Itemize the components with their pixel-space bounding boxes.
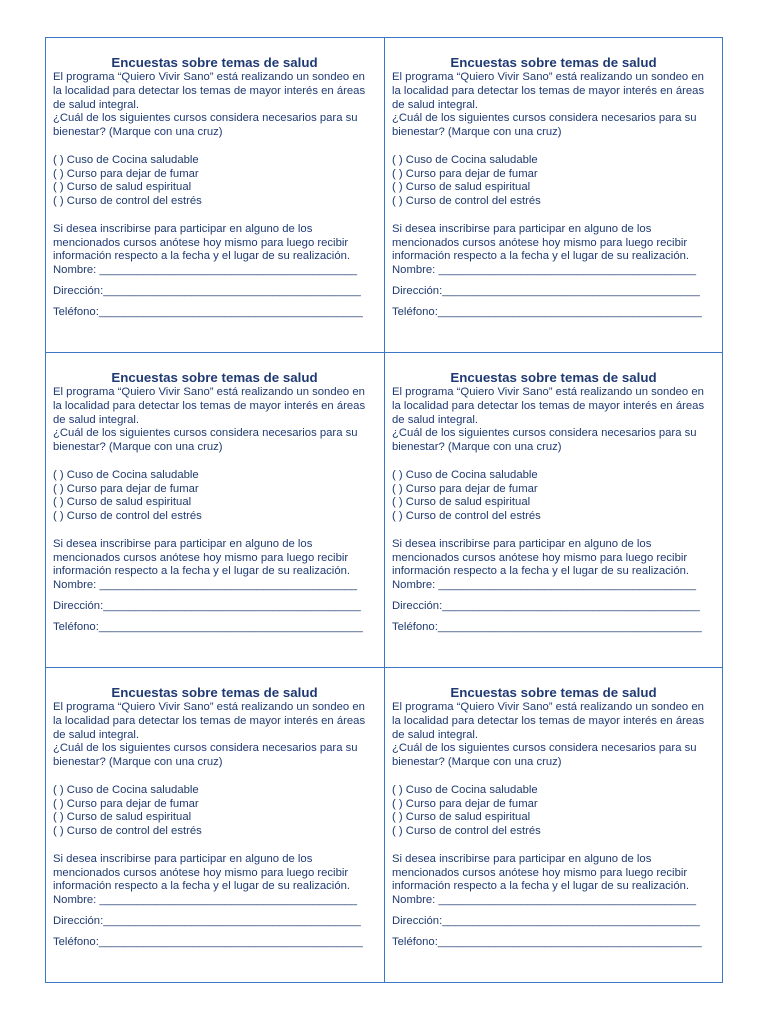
- phone-field[interactable]: Teléfono:__________________________________________: [392, 620, 702, 633]
- option-cooking[interactable]: ( ) Cuso de Cocina saludable: [392, 153, 538, 166]
- option-quit-smoking[interactable]: ( ) Curso para dejar de fumar: [53, 167, 199, 180]
- option-stress-control[interactable]: ( ) Curso de control del estrés: [53, 195, 202, 208]
- card-invite: Si desea inscribirse para participar en alguno de los mencionados cursos anótese hoy mismo para luego recibir información respecto a la fecha y el lugar de su realización.: [53, 222, 351, 263]
- option-cooking[interactable]: ( ) Cuso de Cocina saludable: [53, 783, 199, 796]
- card-intro: El programa “Quiero Vivir Sano” está realizando un sondeo en la localidad para detectar los temas de mayor interés en áreas de salud integral.: [392, 71, 705, 111]
- option-quit-smoking[interactable]: ( ) Curso para dejar de fumar: [53, 482, 199, 495]
- name-field[interactable]: Nombre: _________________________________________: [53, 579, 358, 592]
- name-field[interactable]: Nombre: _________________________________________: [392, 264, 697, 277]
- course-options: [392, 154, 715, 209]
- phone-field[interactable]: Teléfono:__________________________________________: [53, 305, 363, 318]
- card-invite: Si desea inscribirse para participar en alguno de los mencionados cursos anótese hoy mismo para luego recibir información respecto a la fecha y el lugar de su realización.: [392, 852, 690, 893]
- option-spiritual-health[interactable]: ( ) Curso de salud espiritual: [392, 811, 531, 824]
- card-invite: Si desea inscribirse para participar en alguno de los mencionados cursos anótese hoy mismo para luego recibir información respecto a la fecha y el lugar de su realización.: [53, 537, 351, 578]
- card-intro: El programa “Quiero Vivir Sano” está realizando un sondeo en la localidad para detectar los temas de mayor interés en áreas de salud integral.: [53, 71, 366, 111]
- option-cooking[interactable]: ( ) Cuso de Cocina saludable: [53, 468, 199, 481]
- card-intro: El programa “Quiero Vivir Sano” está realizando un sondeo en la localidad para detectar los temas de mayor interés en áreas de salud integral.: [53, 701, 366, 741]
- phone-field[interactable]: Teléfono:__________________________________________: [53, 935, 363, 948]
- card-title: Encuestas sobre temas de salud: [450, 55, 657, 70]
- option-spiritual-health[interactable]: ( ) Curso de salud espiritual: [53, 811, 192, 824]
- course-options: [392, 469, 715, 524]
- card-intro: El programa “Quiero Vivir Sano” está realizando un sondeo en la localidad para detectar los temas de mayor interés en áreas de salud integral.: [53, 386, 366, 426]
- card-question: ¿Cuál de los siguientes cursos considera necesarios para su bienestar? (Marque con una cruz): [53, 427, 358, 454]
- phone-field[interactable]: Teléfono:__________________________________________: [392, 305, 702, 318]
- phone-field[interactable]: Teléfono:__________________________________________: [53, 620, 363, 633]
- address-field[interactable]: Dirección:_________________________________________: [53, 284, 361, 297]
- course-options: [53, 784, 376, 839]
- option-cooking[interactable]: ( ) Cuso de Cocina saludable: [392, 468, 538, 481]
- address-field[interactable]: Dirección:_________________________________________: [392, 914, 700, 927]
- card-question: ¿Cuál de los siguientes cursos considera necesarios para su bienestar? (Marque con una cruz): [392, 742, 697, 769]
- survey-card-2: [385, 38, 723, 353]
- phone-field[interactable]: Teléfono:__________________________________________: [392, 935, 702, 948]
- address-field[interactable]: Dirección:_________________________________________: [392, 599, 700, 612]
- option-stress-control[interactable]: ( ) Curso de control del estrés: [392, 825, 541, 838]
- survey-card-3: [46, 353, 385, 668]
- name-field[interactable]: Nombre: _________________________________________: [53, 894, 358, 907]
- course-options: [392, 784, 715, 839]
- name-field[interactable]: Nombre: _________________________________________: [392, 579, 697, 592]
- option-quit-smoking[interactable]: ( ) Curso para dejar de fumar: [53, 797, 199, 810]
- card-title: Encuestas sobre temas de salud: [111, 370, 318, 385]
- address-field[interactable]: Dirección:_________________________________________: [392, 284, 700, 297]
- card-invite: Si desea inscribirse para participar en alguno de los mencionados cursos anótese hoy mismo para luego recibir información respecto a la fecha y el lugar de su realización.: [53, 852, 351, 893]
- option-cooking[interactable]: ( ) Cuso de Cocina saludable: [53, 153, 199, 166]
- card-title: Encuestas sobre temas de salud: [111, 685, 318, 700]
- card-question: ¿Cuál de los siguientes cursos considera necesarios para su bienestar? (Marque con una cruz): [53, 112, 358, 139]
- card-question: ¿Cuál de los siguientes cursos considera necesarios para su bienestar? (Marque con una cruz): [53, 742, 358, 769]
- course-options: [53, 469, 376, 524]
- name-field[interactable]: Nombre: _________________________________________: [53, 264, 358, 277]
- option-stress-control[interactable]: ( ) Curso de control del estrés: [392, 510, 541, 523]
- option-stress-control[interactable]: ( ) Curso de control del estrés: [392, 195, 541, 208]
- survey-sheet: [45, 37, 723, 983]
- option-quit-smoking[interactable]: ( ) Curso para dejar de fumar: [392, 167, 538, 180]
- card-intro: El programa “Quiero Vivir Sano” está realizando un sondeo en la localidad para detectar los temas de mayor interés en áreas de salud integral.: [392, 701, 705, 741]
- card-invite: Si desea inscribirse para participar en alguno de los mencionados cursos anótese hoy mismo para luego recibir información respecto a la fecha y el lugar de su realización.: [392, 222, 690, 263]
- option-spiritual-health[interactable]: ( ) Curso de salud espiritual: [53, 496, 192, 509]
- option-spiritual-health[interactable]: ( ) Curso de salud espiritual: [392, 181, 531, 194]
- card-title: Encuestas sobre temas de salud: [111, 55, 318, 70]
- card-title: Encuestas sobre temas de salud: [450, 370, 657, 385]
- option-quit-smoking[interactable]: ( ) Curso para dejar de fumar: [392, 797, 538, 810]
- option-spiritual-health[interactable]: ( ) Curso de salud espiritual: [392, 496, 531, 509]
- survey-card-1: [46, 38, 385, 353]
- option-stress-control[interactable]: ( ) Curso de control del estrés: [53, 825, 202, 838]
- course-options: [53, 154, 376, 209]
- option-stress-control[interactable]: ( ) Curso de control del estrés: [53, 510, 202, 523]
- option-spiritual-health[interactable]: ( ) Curso de salud espiritual: [53, 181, 192, 194]
- survey-card-5: [46, 668, 385, 982]
- survey-card-4: [385, 353, 723, 668]
- address-field[interactable]: Dirección:_________________________________________: [53, 599, 361, 612]
- card-invite: Si desea inscribirse para participar en alguno de los mencionados cursos anótese hoy mismo para luego recibir información respecto a la fecha y el lugar de su realización.: [392, 537, 690, 578]
- address-field[interactable]: Dirección:_________________________________________: [53, 914, 361, 927]
- card-question: ¿Cuál de los siguientes cursos considera necesarios para su bienestar? (Marque con una cruz): [392, 427, 697, 454]
- option-cooking[interactable]: ( ) Cuso de Cocina saludable: [392, 783, 538, 796]
- card-intro: El programa “Quiero Vivir Sano” está realizando un sondeo en la localidad para detectar los temas de mayor interés en áreas de salud integral.: [392, 386, 705, 426]
- name-field[interactable]: Nombre: _________________________________________: [392, 894, 697, 907]
- card-title: Encuestas sobre temas de salud: [450, 685, 657, 700]
- card-question: ¿Cuál de los siguientes cursos considera necesarios para su bienestar? (Marque con una cruz): [392, 112, 697, 139]
- option-quit-smoking[interactable]: ( ) Curso para dejar de fumar: [392, 482, 538, 495]
- survey-card-6: [385, 668, 723, 982]
